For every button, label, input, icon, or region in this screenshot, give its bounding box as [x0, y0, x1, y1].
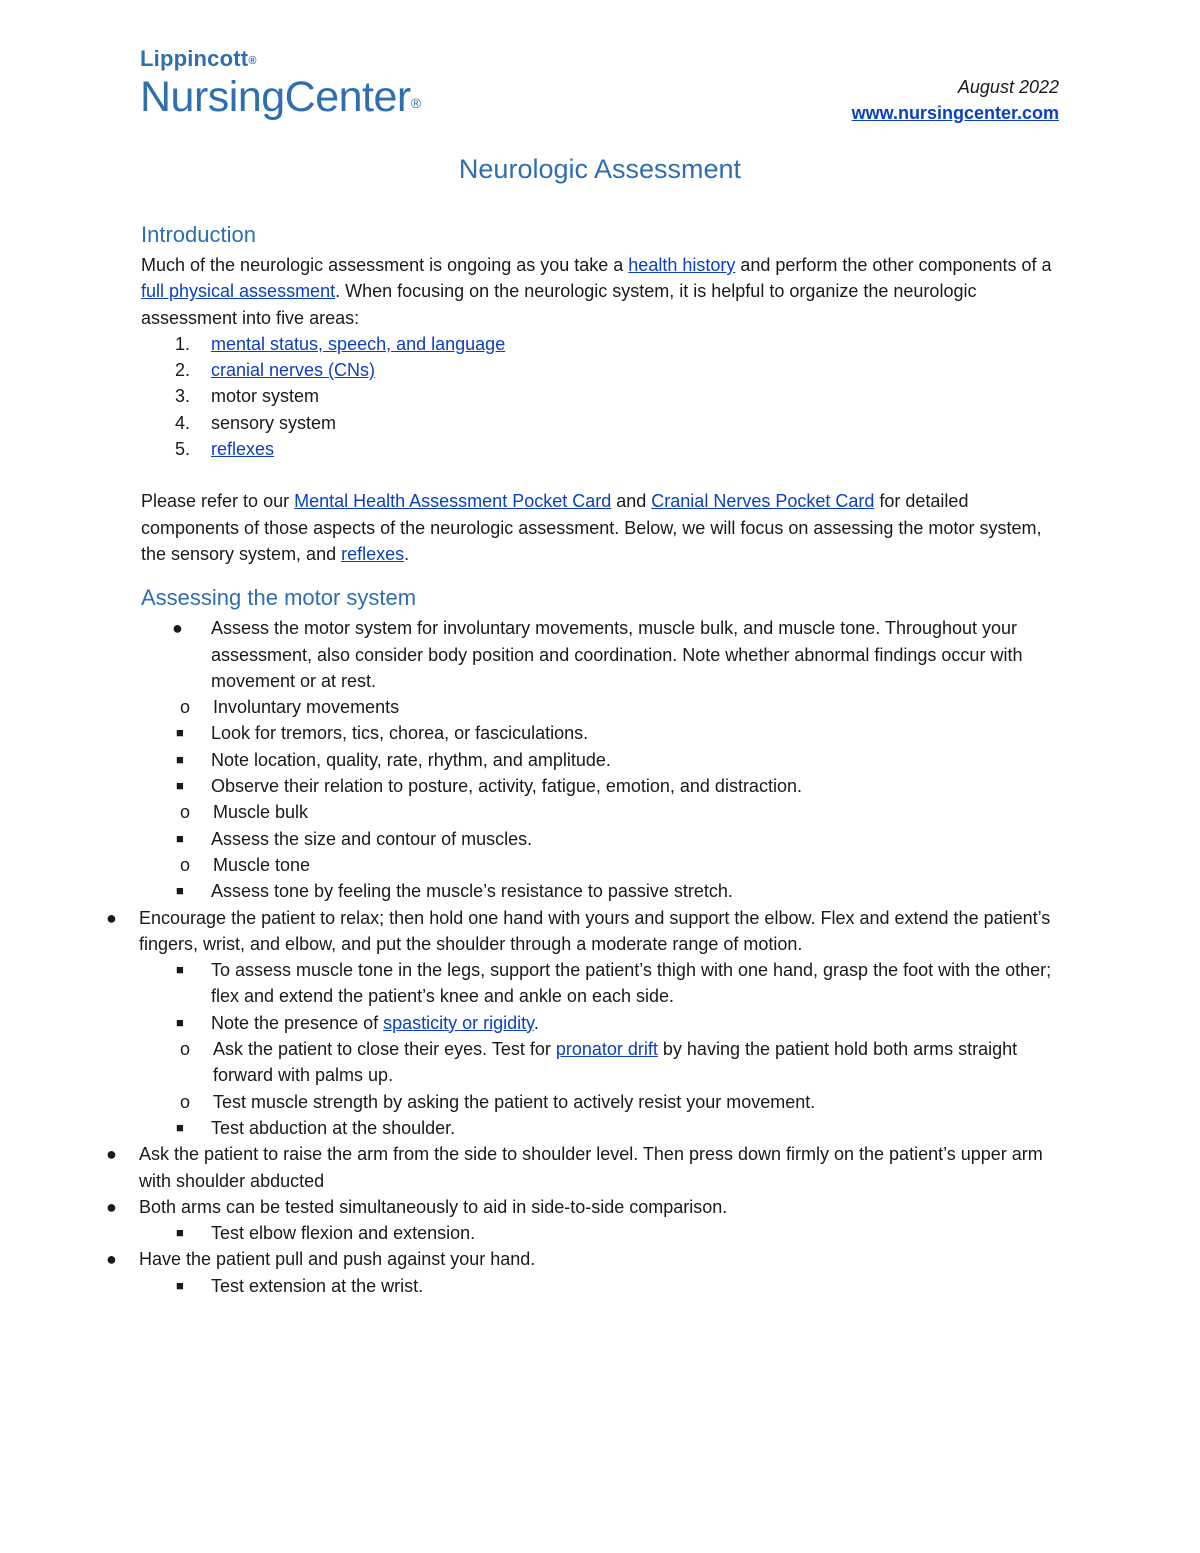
square-bullet-icon: ■	[176, 1277, 184, 1293]
bullet-icon: ●	[106, 1144, 117, 1165]
assessment-areas-list	[141, 331, 1061, 462]
circle-bullet-icon: o	[180, 1039, 191, 1060]
list-item: o Test muscle strength by asking the patient to actively resist your movement. ■ Test abduction at the shoulder. ● Ask the patient to raise the arm from the side to shoulder level. Then press down firmly on the patient’s upper arm with shoulder abducted ● Both arms can be tested simultaneously to aid in side-to-side comparison. ■ Test elbow flexion and extension. ● Have the patient pull and push against your hand. ■ Test extension at the wrist.	[141, 1089, 1061, 1299]
list-item: ● Assess the motor system for involuntary movements, muscle bulk, and muscle tone. Throughout your assessment, also consider body position and coordination. Note whether abnormal findings occur with movement or at rest. o Involuntary movements ■ Look for tremors, tics, chorea, or fasciculations. ■ Note location, quality, rate, rhythm, and amplitude. ■ Observe their relation to posture, activity, fatigue, emotion, and distraction. o Muscle bulk ■ Assess the size and contour of muscles. o Muscle tone ■ Assess tone by feeling the muscle’s resistance to passive stretch. ● Encourage the patient to relax; then hold one hand with yours and support the elbow. Flex and extend the patient’s fingers, wrist, and elbow, and put the shoulder through a moderate range of motion. ■ To assess muscle tone in the legs, support the patient’s thigh with one hand, grasp the foot with the other; flex and extend the patient’s knee and ankle on each side. ■ Note the presence of spasticity or rigidity. o Ask the patient to close their eyes. Test for pronator drift by having the patient hold both arms straight forward with palms up. o Test muscle strength by asking the patient to actively resist your movement. ■ Test abduction at the shoulder. ● Ask the patient to raise the arm from the side to shoulder level. Then press down firmly on the patient’s upper arm with shoulder abducted ● Both arms can be tested simultaneously to aid in side-to-side comparison. ■ Test elbow flexion and extension. ● Have the patient pull and push against your hand. ■ Test extension at the wrist.	[141, 615, 1061, 1299]
square-bullet-icon: ■	[176, 778, 184, 794]
mental-status-link[interactable]: mental status, speech, and language	[211, 333, 506, 354]
list-item: ● Encourage the patient to relax; then hold one hand with yours and support the elbow. Flex and extend the patient’s fingers, wrist, and elbow, and put the shoulder through a moderate range of motion.	[0, 905, 1061, 958]
circle-bullet-icon: o	[180, 697, 191, 718]
cranial-nerves-link[interactable]: cranial nerves (CNs)	[211, 360, 376, 381]
circle-bullet-icon: o	[180, 1091, 191, 1112]
bullet-icon: ●	[106, 1196, 117, 1217]
list-item: ● Both arms can be tested simultaneously to aid in side-to-side comparison.	[0, 1194, 1061, 1220]
list-item: 4. sensory system	[175, 412, 337, 433]
mental-health-pocket-card-link[interactable]: Mental Health Assessment Pocket Card	[294, 491, 612, 512]
cranial-nerves-pocket-card-link[interactable]: Cranial Nerves Pocket Card	[651, 491, 875, 512]
list-item: 2. cranial nerves (CNs)	[175, 360, 376, 381]
header-info	[852, 74, 1059, 126]
square-bullet-icon: ■	[176, 751, 184, 767]
reflexes-link[interactable]: reflexes	[211, 439, 275, 460]
circle-bullet-icon: o	[180, 802, 191, 823]
logo-mark-small: ®	[248, 55, 257, 67]
page-title: Neurologic Assessment	[458, 154, 742, 184]
reflexes-inline-link[interactable]: reflexes	[341, 543, 405, 564]
logo-line2: NursingCenter	[140, 73, 411, 121]
list-item: ■ Test abduction at the shoulder. ● Ask the patient to raise the arm from the side to shoulder level. Then press down firmly on the patient’s upper arm with shoulder abducted ● Both arms can be tested simultaneously to aid in side-to-side comparison.	[69, 1115, 1061, 1220]
list-item: o Muscle tone ■ Assess tone by feeling the muscle’s resistance to passive stretch. ● Encourage the patient to relax; then hold one hand with yours and support the elbow. Flex and extend the patient’s fingers, wrist, and elbow, and put the shoulder through a moderate range of motion. ■ To assess muscle tone in the legs, support the patient’s thigh with one hand, grasp the foot with the other; flex and extend the patient’s knee and ankle on each side. ■ Note the presence of spasticity or rigidity.	[141, 852, 1061, 1036]
list-item: 1. mental status, speech, and language	[175, 333, 506, 354]
header-url-link[interactable]: www.nursingcenter.com	[851, 103, 1059, 123]
list-item: 3. motor system	[175, 386, 320, 407]
refer-paragraph: Please refer to our Mental Health Assessment Pocket Card and Cranial Nerves Pocket Card for detailed components of those aspects of the neurologic assessment. Below, we will focus on assessing the motor system, the sensory system, and reflexes.	[141, 491, 1042, 564]
circle-bullet-icon: o	[180, 854, 191, 875]
list-item: ■ To assess muscle tone in the legs, support the patient’s thigh with one hand, grasp the foot with the other; flex and extend the patient’s knee and ankle on each side.	[69, 957, 1061, 1010]
list-item: ■ Test elbow flexion and extension. ● Have the patient pull and push against your hand.	[69, 1220, 1061, 1273]
list-item: o Involuntary movements ■ Look for tremors, tics, chorea, or fasciculations. ■ Note location, quality, rate, rhythm, and amplitude. ■ Observe their relation to posture, activity, fatigue, emotion, and distraction.	[141, 694, 1061, 799]
list-item: o Muscle bulk ■ Assess the size and contour of muscles.	[141, 799, 1061, 852]
square-bullet-icon: ■	[176, 962, 184, 978]
list-item: ■ Observe their relation to posture, activity, fatigue, emotion, and distraction.	[69, 773, 1061, 799]
bullet-icon: ●	[106, 907, 117, 928]
intro-paragraph: Much of the neurologic assessment is ongoing as you take a health history and perform the other components of a full physical assessment. When focusing on the neurologic system, it is helpful to organize the neurologic assessment into five areas:	[141, 255, 1052, 328]
spasticity-rigidity-link[interactable]: spasticity or rigidity	[383, 1012, 534, 1033]
square-bullet-icon: ■	[176, 883, 184, 899]
list-item: ● Have the patient pull and push against your hand.	[0, 1246, 1061, 1272]
pronator-drift-link[interactable]: pronator drift	[555, 1039, 658, 1060]
square-bullet-icon: ■	[176, 1225, 184, 1241]
list-item: ■ Look for tremors, tics, chorea, or fasciculations.	[69, 720, 1061, 746]
intro-heading: Introduction	[141, 222, 256, 247]
list-item: ■ Assess tone by feeling the muscle’s resistance to passive stretch. ● Encourage the patient to relax; then hold one hand with yours and support the elbow. Flex and extend the patient’s fingers, wrist, and elbow, and put the shoulder through a moderate range of motion.	[69, 878, 1061, 957]
logo-mark: ®	[410, 95, 421, 111]
bullet-icon: ●	[172, 618, 183, 639]
full-physical-assessment-link[interactable]: full physical assessment	[141, 281, 336, 302]
nursingcenter-logo	[140, 46, 421, 122]
list-item: ■ Note location, quality, rate, rhythm, and amplitude.	[69, 747, 1061, 773]
bullet-icon: ●	[106, 1249, 117, 1270]
header-date: August 2022	[957, 77, 1059, 97]
list-item: ■ Assess the size and contour of muscles.	[69, 826, 1061, 852]
document-body	[106, 218, 1061, 1299]
list-item: o Ask the patient to close their eyes. Test for pronator drift by having the patient hold both arms straight forward with palms up.	[141, 1036, 1061, 1089]
list-item: ■ Note the presence of spasticity or rigidity.	[69, 1010, 1061, 1036]
square-bullet-icon: ■	[176, 1014, 184, 1030]
square-bullet-icon: ■	[176, 1119, 184, 1135]
list-item: ● Ask the patient to raise the arm from the side to shoulder level. Then press down firmly on the patient’s upper arm with shoulder abducted	[0, 1141, 1061, 1194]
health-history-link[interactable]: health history	[628, 255, 736, 275]
list-item: 5. reflexes	[175, 439, 275, 460]
square-bullet-icon: ■	[176, 830, 184, 846]
logo-line1: Lippincott	[140, 46, 249, 71]
motor-list	[106, 615, 1061, 1299]
list-item: ■ Test extension at the wrist.	[69, 1273, 1061, 1299]
motor-heading: Assessing the motor system	[141, 585, 417, 611]
square-bullet-icon: ■	[176, 725, 184, 741]
